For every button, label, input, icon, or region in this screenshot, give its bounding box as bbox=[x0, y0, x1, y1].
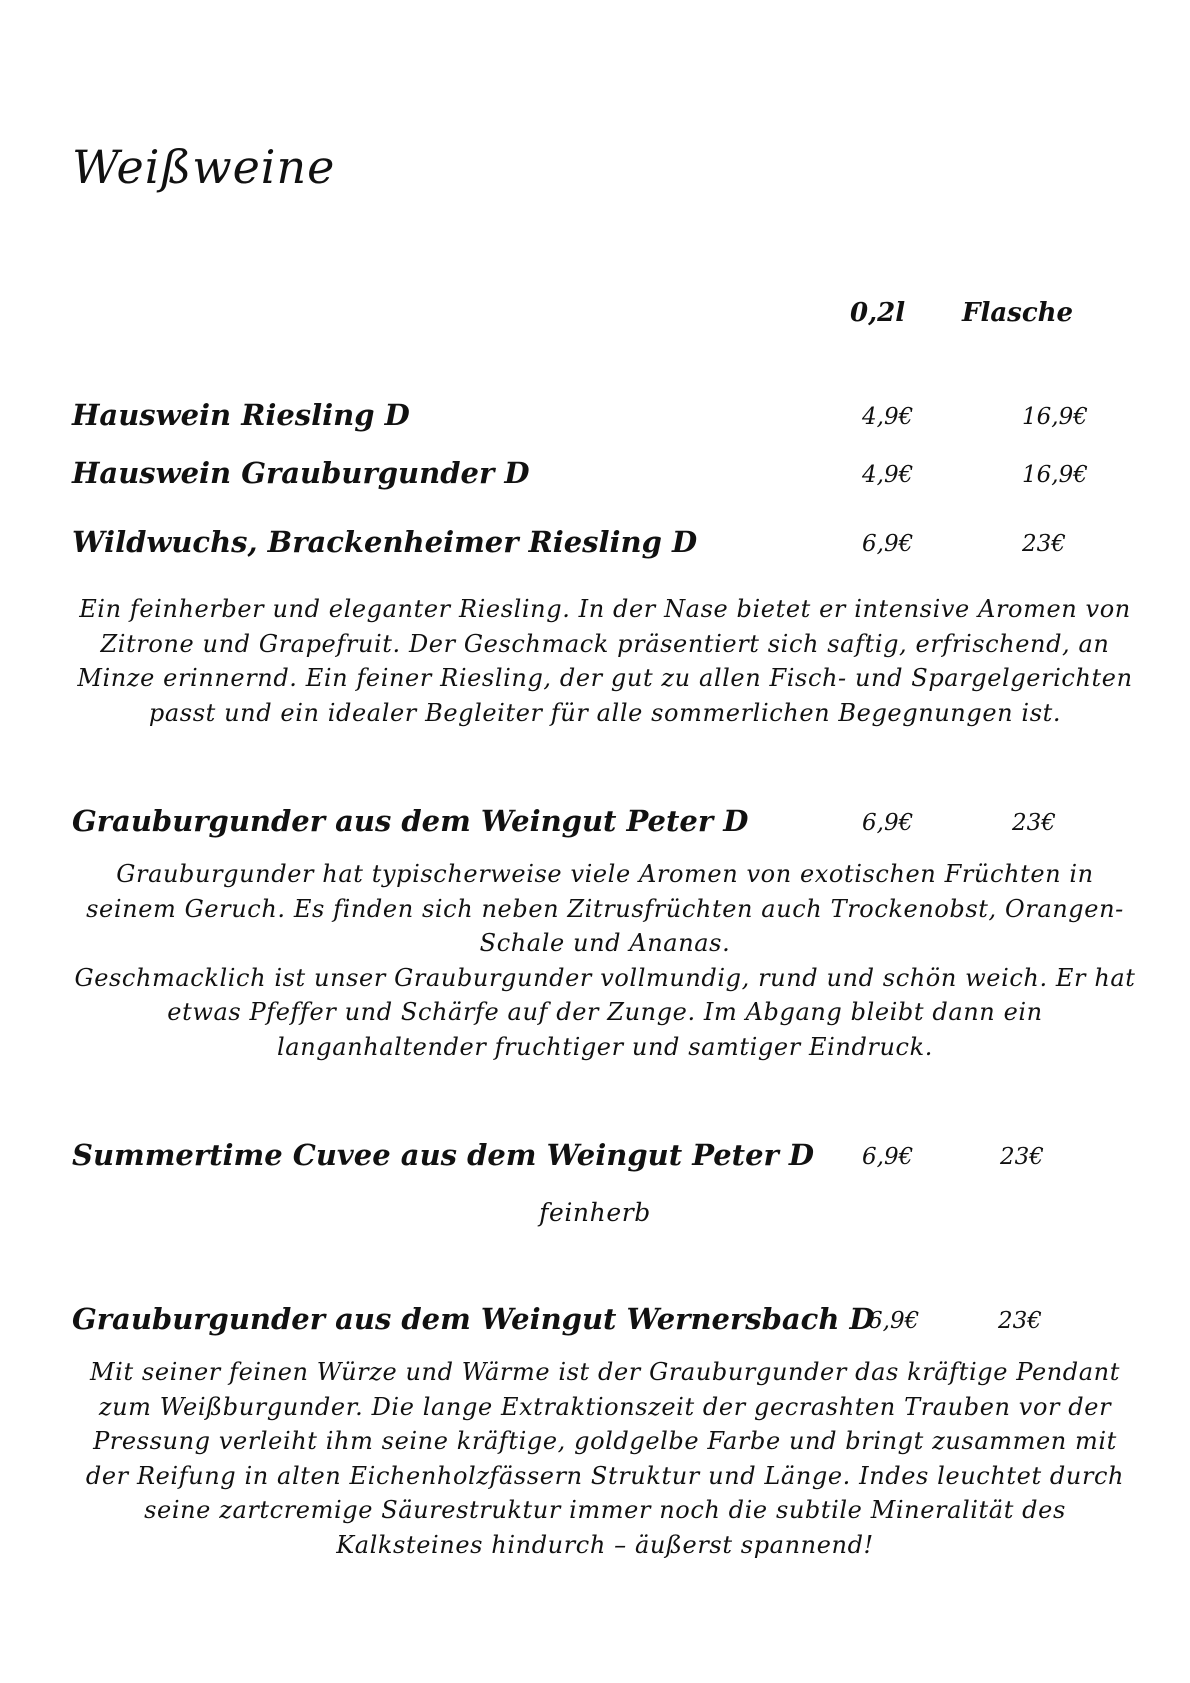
wine-name: Wildwuchs, Brackenheimer Riesling D bbox=[72, 525, 698, 559]
price-glass: 4,9€ bbox=[862, 462, 914, 488]
description-line: Pressung verleiht ihm seine kräftige, goldgelbe Farbe und bringt zusammen mit bbox=[93, 1427, 1117, 1455]
wine-description bbox=[70, 1355, 1140, 1562]
column-header-glass: 0,2l bbox=[850, 298, 906, 328]
description-line: Grauburgunder hat typischerweise viele Aromen von exotischen Früchten in bbox=[116, 860, 1094, 888]
wine-row bbox=[0, 1138, 1190, 1182]
wine-row bbox=[0, 1302, 1190, 1346]
wine-row bbox=[0, 456, 1190, 500]
description-line: der Reifung in alten Eichenholzfässern Struktur und Länge. Indes leuchtet durch bbox=[85, 1461, 1125, 1490]
wine-row bbox=[0, 525, 1190, 569]
description-line: Mit seiner feinen Würze und Wärme ist der Grauburgunder das kräftige Pendant bbox=[90, 1358, 1120, 1386]
description-line: seinem Geruch. Es finden sich neben Zitrusfrüchten auch Trockenobst, Orangen- bbox=[86, 894, 1124, 923]
description-line: Geschmacklich ist unser Grauburgunder vollmundig, rund und schön weich. Er hat bbox=[74, 963, 1136, 992]
wine-name: Hauswein Grauburgunder D bbox=[72, 456, 530, 490]
description-line: etwas Pfeffer und Schärfe auf der Zunge. Im Abgang bleibt dann ein bbox=[167, 998, 1043, 1026]
price-glass: 6,9€ bbox=[862, 531, 914, 557]
wine-name: Summertime Cuvee aus dem Weingut Peter D bbox=[72, 1138, 815, 1172]
description-line: langanhaltender fruchtiger und samtiger Eindruck. bbox=[277, 1032, 933, 1061]
price-bottle: 16,9€ bbox=[1022, 404, 1088, 430]
wine-name: Grauburgunder aus dem Weingut Wernersbach D bbox=[72, 1302, 875, 1336]
description-line: Kalksteines hindurch – äußerst spannend! bbox=[336, 1530, 874, 1559]
price-glass: 6,9€ bbox=[862, 1144, 914, 1170]
price-bottle: 23€ bbox=[1022, 531, 1066, 557]
description-line: seine zartcremige Säurestruktur immer noch die subtile Mineralität des bbox=[144, 1496, 1066, 1524]
wine-description bbox=[70, 592, 1140, 730]
column-header-bottle: Flasche bbox=[962, 298, 1074, 328]
price-glass: 6,9€ bbox=[862, 810, 914, 836]
price-bottle: 23€ bbox=[1012, 810, 1056, 836]
description-line: zum Weißburgunder. Die lange Extraktionszeit der gecrashten Trauben vor der bbox=[98, 1392, 1112, 1421]
price-glass: 4,9€ bbox=[862, 404, 914, 430]
wine-note: feinherb bbox=[539, 1198, 651, 1227]
description-line: Ein feinherber und eleganter Riesling. In der Nase bietet er intensive Aromen von bbox=[79, 595, 1131, 623]
wine-row bbox=[0, 398, 1190, 442]
price-bottle: 16,9€ bbox=[1022, 462, 1088, 488]
wine-row bbox=[0, 804, 1190, 848]
description-line: Schale und Ananas. bbox=[479, 929, 731, 957]
description-line: Minze erinnernd. Ein feiner Riesling, der gut zu allen Fisch- und Spargelgerichten bbox=[77, 664, 1133, 692]
description-line: passt und ein idealer Begleiter für alle sommerlichen Begegnungen ist. bbox=[148, 698, 1062, 727]
wine-description bbox=[70, 857, 1140, 1064]
wine-name: Hauswein Riesling D bbox=[72, 398, 410, 432]
price-bottle: 23€ bbox=[1000, 1144, 1044, 1170]
price-glass: 6,9€ bbox=[868, 1308, 920, 1334]
wine-name: Grauburgunder aus dem Weingut Peter D bbox=[72, 804, 749, 838]
page-title: Weißweine bbox=[72, 140, 336, 194]
price-bottle: 23€ bbox=[998, 1308, 1042, 1334]
description-line: Zitrone und Grapefruit. Der Geschmack präsentiert sich saftig, erfrischend, an bbox=[100, 629, 1110, 658]
